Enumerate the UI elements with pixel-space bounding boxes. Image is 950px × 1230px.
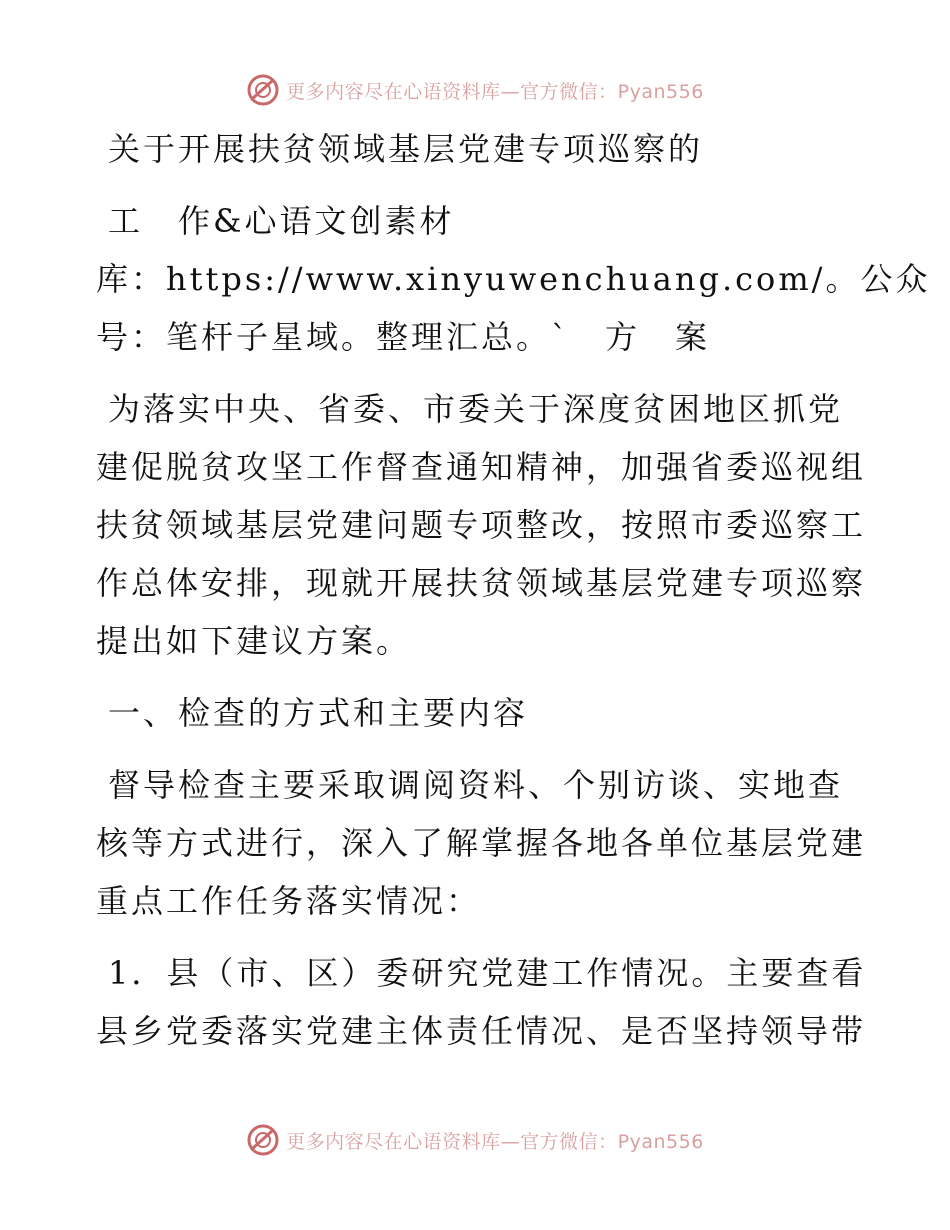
intro-line-5: 提出如下建议方案。 xyxy=(96,622,412,660)
title-line-4: 号：笔杆子星域。整理汇总。` 方 案 xyxy=(96,318,711,356)
watermark-text: 更多内容尽在心语资料库—官方微信：Pyan556 xyxy=(286,1130,704,1153)
title-line-3: 库：https://www.xinyuwenchuang.com/。公众 xyxy=(96,260,931,298)
item-line-2: 县乡党委落实党建主体责任情况、是否坚持领导带 xyxy=(96,1012,867,1050)
intro-line-1: 为落实中央、省委、市委关于深度贫困地区抓党 xyxy=(108,390,844,428)
title-line-2: 工 作&心语文创素材 xyxy=(108,202,455,240)
watermark-wechat-id: Pyan556 xyxy=(617,1130,704,1153)
footer-watermark xyxy=(0,1120,950,1160)
document-body xyxy=(96,120,931,1060)
seal-logo-icon xyxy=(246,73,280,107)
title-line-1: 关于开展扶贫领域基层党建专项巡察的 xyxy=(108,130,704,168)
intro-line-4: 作总体安排，现就开展扶贫领域基层党建专项巡察 xyxy=(96,564,867,602)
section-line-2: 核等方式进行，深入了解掌握各地各单位基层党建 xyxy=(96,824,867,862)
watermark-text: 更多内容尽在心语资料库—官方微信：Pyan556 xyxy=(286,80,704,103)
intro-line-3: 扶贫领域基层党建问题专项整改，按照市委巡察工 xyxy=(96,506,867,544)
item-line-1: 1．县（市、区）委研究党建工作情况。主要查看 xyxy=(108,954,867,992)
watermark-wechat-id: Pyan556 xyxy=(617,80,704,103)
seal-logo-icon xyxy=(246,1123,280,1157)
section-line-3: 重点工作任务落实情况： xyxy=(96,882,482,920)
header-watermark xyxy=(0,70,950,110)
section-heading: 一、检查的方式和主要内容 xyxy=(108,694,529,732)
section-line-1: 督导检查主要采取调阅资料、个别访谈、实地查 xyxy=(108,766,844,804)
intro-line-2: 建促脱贫攻坚工作督查通知精神，加强省委巡视组 xyxy=(96,448,867,486)
